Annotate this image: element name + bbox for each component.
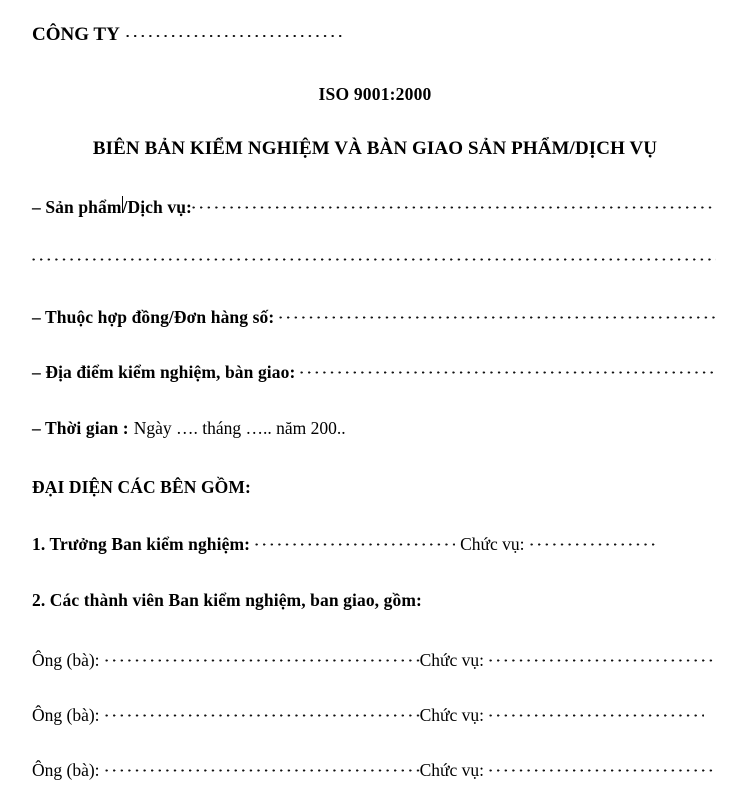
representative-item-1-position-dotted-leader[interactable]	[530, 537, 655, 552]
member-row	[32, 706, 716, 724]
member-row	[32, 761, 716, 779]
field-product-service-label-tail: /Dịch vụ:	[122, 197, 192, 217]
document-title: BIÊN BẢN KIỂM NGHIỆM VÀ BÀN GIAO SẢN PHẨM/DỊCH VỤ	[92, 138, 658, 159]
iso-standard-label: ISO 9001:2000	[318, 84, 432, 104]
field-product-service-dotted-leader[interactable]	[192, 200, 716, 215]
representatives-section-heading-label: ĐẠI DIỆN CÁC BÊN GỒM:	[32, 477, 251, 497]
representative-item-1-position-label: Chức vụ:	[460, 534, 525, 554]
member-position-label: Chức vụ:	[419, 705, 484, 725]
representative-item-2	[32, 591, 716, 609]
field-contract-number	[32, 308, 716, 326]
representative-item-1-label: 1. Trưởng Ban kiểm nghiệm:	[32, 534, 251, 554]
field-product-service-continuation-dotted-leader[interactable]	[32, 252, 716, 267]
company-header-line	[32, 24, 716, 46]
representative-item-2-label: 2. Các thành viên Ban kiểm nghiệm, ban giao, gồm:	[32, 590, 422, 610]
member-position-dotted-leader[interactable]	[489, 763, 716, 778]
member-name-dotted-leader[interactable]	[105, 708, 420, 723]
member-row	[32, 651, 716, 669]
field-location-dotted-leader[interactable]	[300, 365, 716, 380]
field-product-service-label: – Sản phẩm	[32, 197, 122, 217]
member-name-label: Ông (bà):	[32, 650, 100, 670]
member-name-label: Ông (bà):	[32, 705, 100, 725]
representatives-section-heading	[32, 478, 716, 496]
company-label: CÔNG TY	[32, 24, 120, 45]
field-time	[32, 419, 716, 437]
field-location-label: – Địa điểm kiểm nghiệm, bàn giao:	[32, 362, 296, 382]
member-name-label: Ông (bà):	[32, 760, 100, 780]
field-location	[32, 363, 716, 381]
field-product-service-continuation	[32, 252, 716, 268]
member-name-dotted-leader[interactable]	[105, 653, 420, 668]
member-name-dotted-leader[interactable]	[105, 763, 420, 778]
field-time-value[interactable]: Ngày …. tháng ….. năm 200..	[133, 418, 346, 438]
representative-item-1	[32, 535, 716, 553]
field-contract-number-dotted-leader[interactable]	[279, 310, 716, 325]
field-product-service	[32, 196, 716, 216]
representative-item-1-name-dotted-leader[interactable]	[255, 537, 455, 552]
company-dotted-leader[interactable]	[126, 28, 346, 44]
member-position-label: Chức vụ:	[419, 650, 484, 670]
member-position-label: Chức vụ:	[419, 760, 484, 780]
member-position-dotted-leader[interactable]	[489, 708, 704, 723]
field-time-label: – Thời gian :	[32, 418, 129, 438]
field-contract-number-label: – Thuộc hợp đồng/Đơn hàng số:	[32, 307, 275, 327]
member-position-dotted-leader[interactable]	[489, 653, 716, 668]
